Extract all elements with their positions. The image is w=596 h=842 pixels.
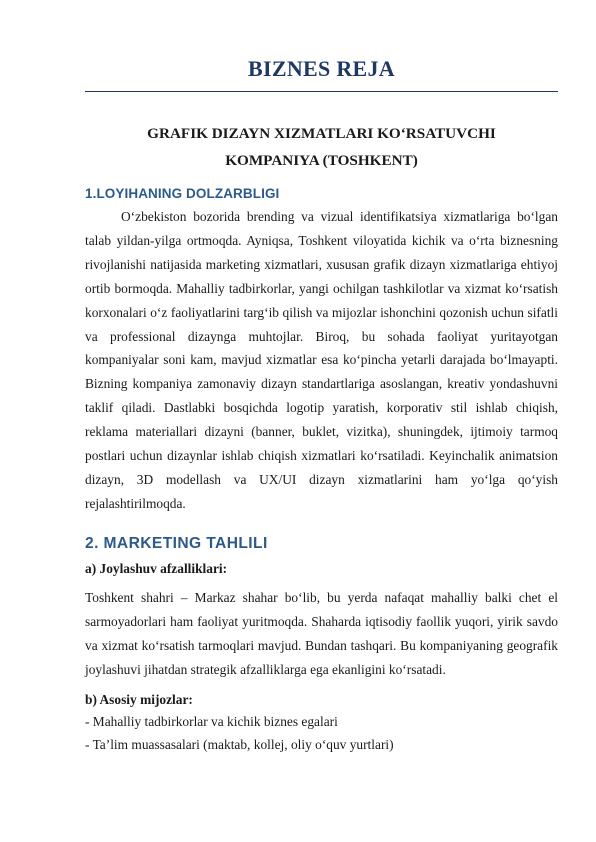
- title-underline: [85, 91, 558, 92]
- subheading-clients: b) Asosiy mijozlar:: [85, 692, 193, 708]
- list-item: - Mahalliy tadbirkorlar va kichik biznes egalari: [85, 714, 338, 730]
- list-item: - Ta’lim muassasalari (maktab, kollej, oliy o‘quv yurtlari): [85, 737, 394, 752]
- section-2-heading: 2. MARKETING TAHLILI: [85, 534, 268, 552]
- document-title: BIZNES REJA: [248, 56, 395, 81]
- section-1-heading: 1.LOYIHANING DOLZARBLIGI: [85, 186, 280, 201]
- subtitle-line-1: GRAFIK DIZAYN XIZMATLARI KO‘RSATUVCHI: [147, 125, 496, 142]
- subheading-location: a) Joylashuv afzalliklari:: [85, 560, 228, 576]
- location-paragraph: Toshkent shahri – Markaz shahar bo‘lib, bu yerda nafaqat mahalliy balki chet el sarmoyadorlari ham faoliyat yuritmoqda. Shaharda iqtisodiy faollik yuqori, yirik savdo va xizmat ko‘rsatish tarmoqlari mavjud. Bundan tashqari. Bu kompaniyaning geografik joylashuvi jihatdan strategik afzalliklarga ega ekanligini ko‘rsatadi.: [85, 589, 558, 677]
- section-1-paragraph: O‘zbekiston bozorida brending va vizual identifikatsiya xizmatlariga bo‘lgan talab yildan-yilga ortmoqda. Ayniqsa, Toshkent viloyatida kichik va o‘rta biznesning rivojlanishi natijasida marketing xizmatlari, xususan grafik dizayn xizmatlariga ehtiyoj ortib bormoqda. Mahalliy tadbirkorlar, yangi ochilgan tashkilotlar va xizmat ko‘rsatish korxonalari o‘z faoliyatlarini targ‘ib qilish va mijozlar ishonchini qozonish uchun sifatli va professional dizaynga muhtojlar. Biroq, bu sohada faoliyat yuritayotgan kompaniyalar soni kam, mavjud xizmatlar esa ko‘pincha yetarli darajada bo‘lmayapti. Bizning kompaniya zamonaviy dizayn standartlariga asoslangan, kreativ yondashuvni taklif qiladi. Dastlabki bosqichda logotip yaratish, korporativ stil ishlab chiqish, reklama materiallari dizayni (banner, buklet, vizitka), shuningdek, ijtimoiy tarmoq postlari uchun dizaynlar ishlab chiqish xizmatlari ko‘rsatiladi. Keyinchalik animatsion dizayn, 3D modellash va UX/UI dizayn xizmatlarini ham yo‘lga qo‘yish rejalashtirilmoqda.: [85, 209, 558, 511]
- subtitle-line-2: KOMPANIYA (TOSHKENT): [225, 152, 418, 169]
- document-subtitle: [85, 120, 558, 174]
- clients-list: [85, 711, 558, 756]
